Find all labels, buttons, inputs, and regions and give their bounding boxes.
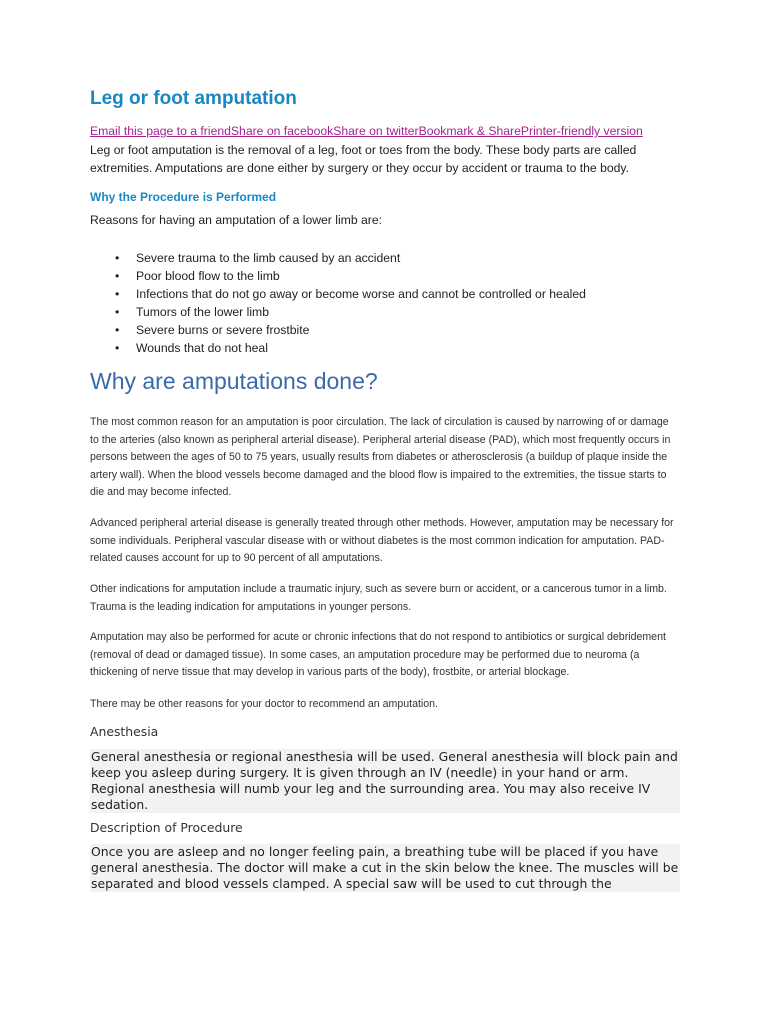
paragraph-pad: Advanced peripheral arterial disease is generally treated through other methods. However, amputation may be necessary for some individuals. Peripheral vascular disease with or without diabetes is the most common indication for amputation. PAD-related causes account for up to 90 percent of all amputations. [90, 517, 674, 564]
why-done-heading: Why are amputations done? [90, 368, 378, 394]
paragraph-trauma: Other indications for amputation include a traumatic injury, such as severe burn or accident, or a cancerous tumor in a limb. Trauma is the leading indication for amputations in younger persons. [90, 583, 667, 613]
paragraph-infections: Amputation may also be performed for acute or chronic infections that do not respond to antibiotics or surgical debridement (removal of dead or damaged tissue). In some cases, an amputation procedure may be performed due to neuroma (a thickening of nerve tissue that may develop in various parts of the body), frostbite, or arterial blockage. [90, 631, 666, 678]
bullet-icon: • [115, 305, 120, 319]
anesthesia-heading: Anesthesia [90, 724, 159, 739]
reasons-list [90, 249, 586, 357]
anesthesia-text: General anesthesia or regional anesthesia will be used. General anesthesia will block pain and keep you asleep during surgery. It is given through an IV (needle) in your hand or arm. Regional anesthesia will numb your leg and the surrounding area. You may also receive IV sedation. [90, 749, 680, 813]
list-item: • Severe trauma to the limb caused by an accident [115, 251, 401, 265]
share-links [90, 124, 643, 138]
bullet-icon: • [115, 341, 120, 355]
bullet-icon: • [115, 323, 120, 337]
bullet-icon: • [115, 269, 120, 283]
paragraph-circulation: The most common reason for an amputation is poor circulation. The lack of circulation is caused by narrowing of or damage to the arteries (also known as peripheral arterial disease). Peripheral arterial disease (PAD), which most frequently occurs in persons between the ages of 50 to 75 years, usually results from diabetes or atherosclerosis (a buildup of plaque inside the artery wall). When the blood vessels become damaged and the blood flow is impaired to the extremities, the tissue starts to die and may become infected. [90, 416, 671, 498]
intro-paragraph: Leg or foot amputation is the removal of a leg, foot or toes from the body. These body parts are called extremities. Amputations are done either by surgery or they occur by accident or trauma to the body. [90, 143, 637, 175]
printer-friendly-link[interactable]: Printer-friendly version [520, 124, 643, 138]
list-item: • Poor blood flow to the limb [115, 269, 280, 283]
procedure-heading: Description of Procedure [90, 820, 243, 835]
email-friend-link[interactable]: Email this page to a friend [90, 124, 231, 138]
bullet-icon: • [115, 287, 120, 301]
paragraph-other-reasons: There may be other reasons for your doctor to recommend an amputation. [90, 698, 439, 710]
share-facebook-link[interactable]: Share on facebook [230, 124, 334, 138]
list-item: • Severe burns or severe frostbite [115, 323, 310, 337]
list-item: • Tumors of the lower limb [115, 305, 269, 319]
bullet-icon: • [115, 251, 120, 265]
why-procedure-heading: Why the Procedure is Performed [90, 190, 277, 204]
list-item: • Wounds that do not heal [115, 341, 268, 355]
page-title: Leg or foot amputation [90, 88, 297, 109]
bookmark-share-link[interactable]: Bookmark & Share [418, 124, 521, 138]
reasons-intro: Reasons for having an amputation of a lower limb are: [90, 213, 382, 227]
procedure-text: Once you are asleep and no longer feeling pain, a breathing tube will be placed if you have general anesthesia. The doctor will make a cut in the skin below the knee. The muscles will be separated and blood vessels clamped. A special saw will be used to cut through the [91, 844, 679, 891]
share-twitter-link[interactable]: Share on twitter [333, 124, 419, 138]
list-item: • Infections that do not go away or become worse and cannot be controlled or healed [115, 287, 586, 301]
